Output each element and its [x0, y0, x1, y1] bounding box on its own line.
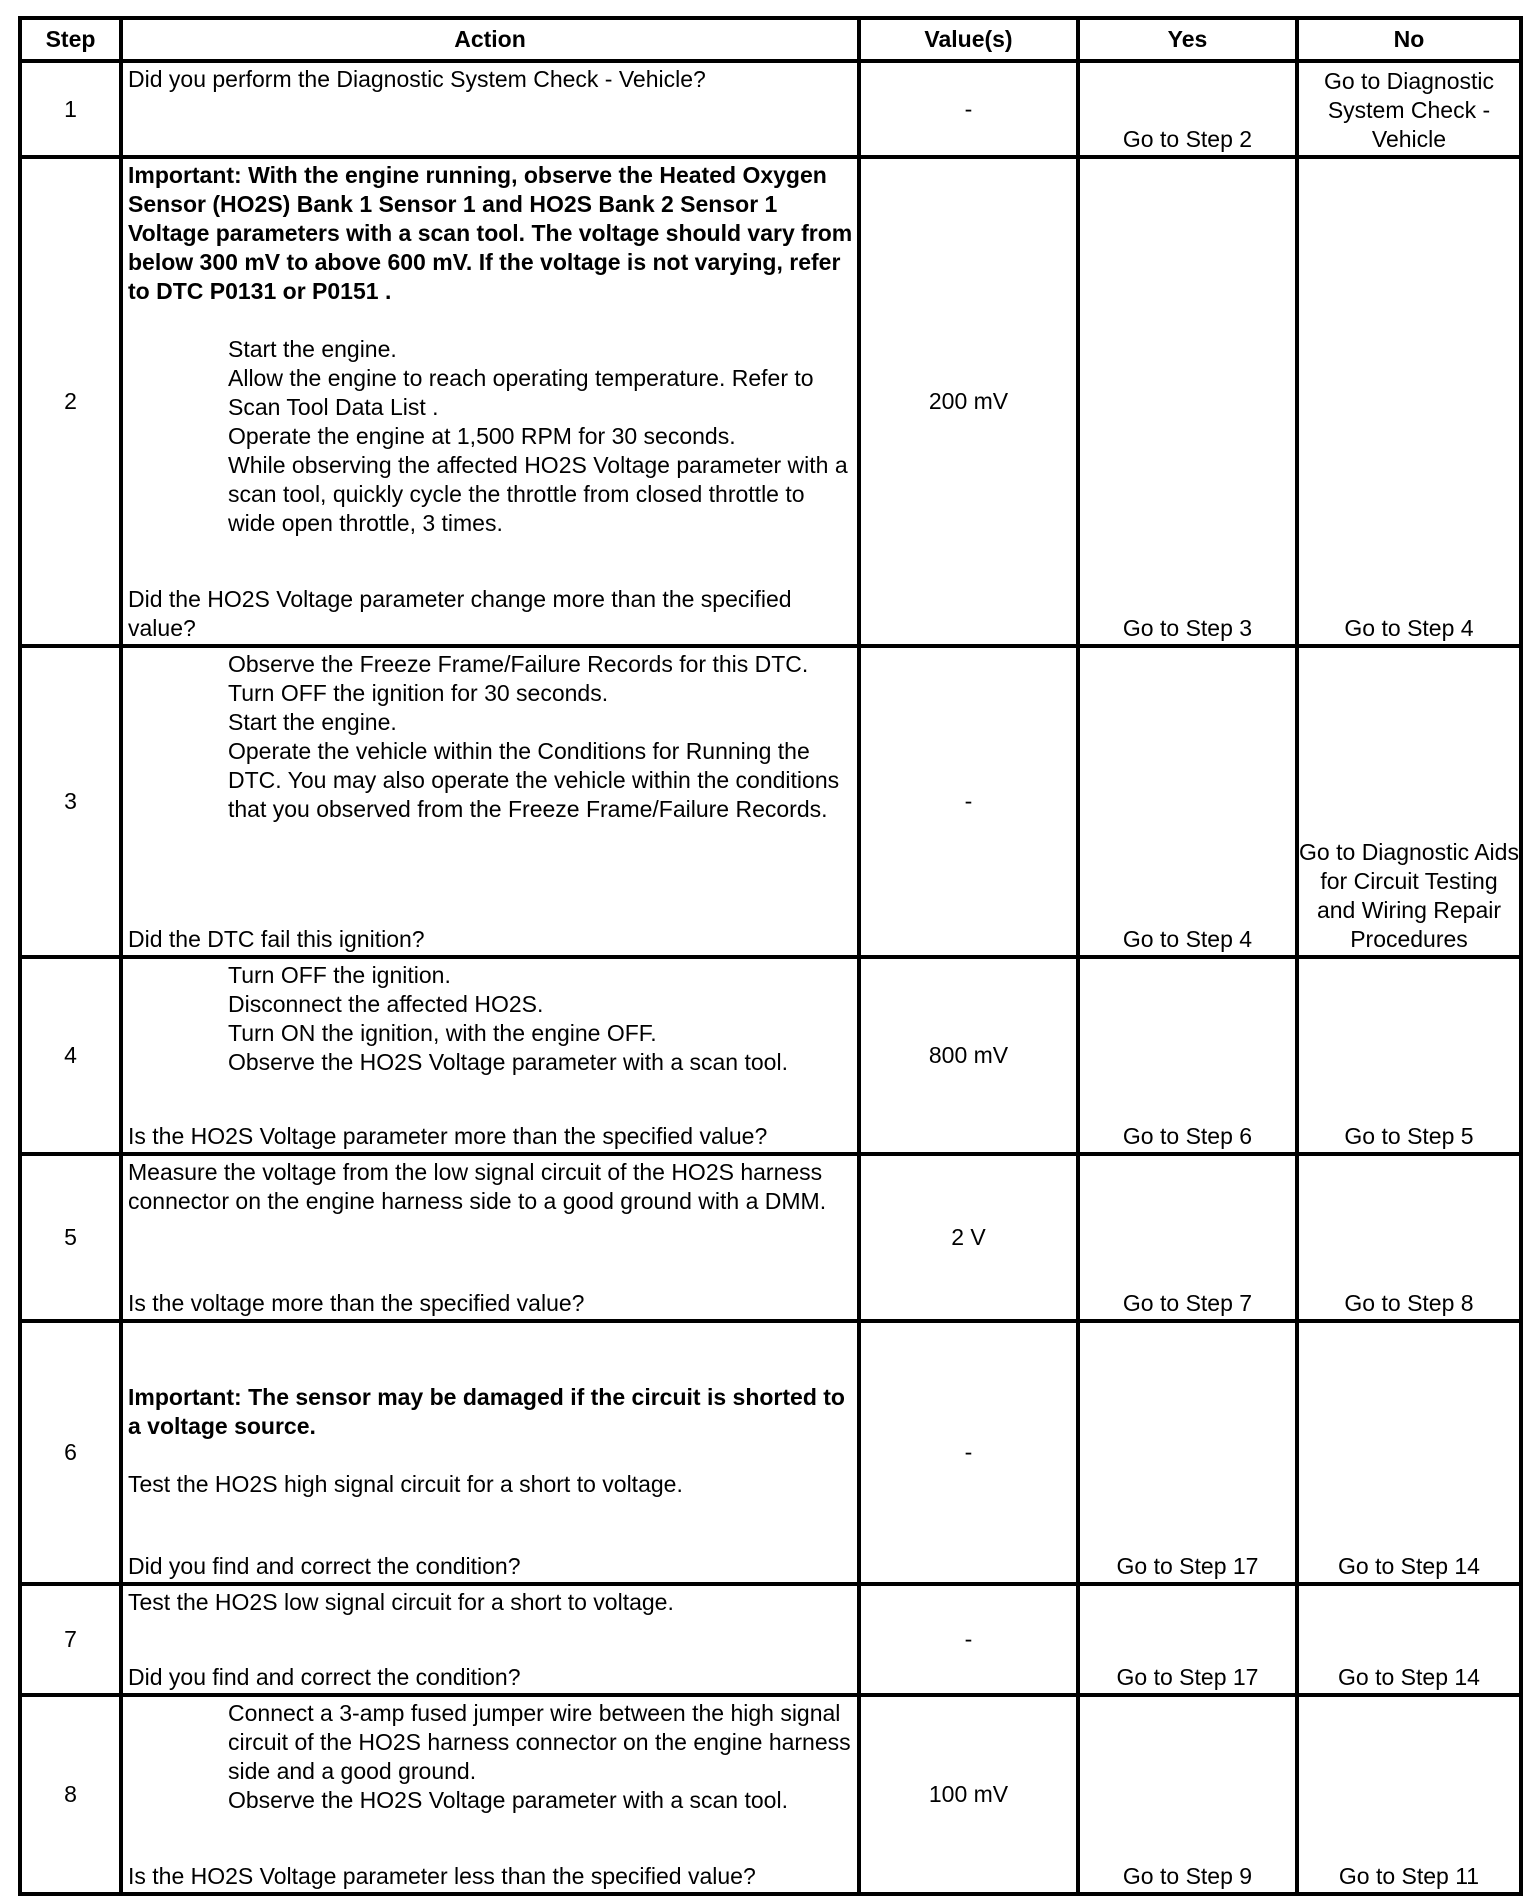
- procedure-step: Disconnect the affected HO2S.: [228, 991, 544, 1017]
- table-row: [20, 1695, 1521, 1894]
- action-question: Did you perform the Diagnostic System Check - Vehicle?: [128, 66, 706, 92]
- action-cell: [121, 1584, 859, 1695]
- yes-cell: Go to Step 17: [1078, 1584, 1297, 1695]
- procedure-step: Connect a 3-amp fused jumper wire between the high signal circuit of the HO2S harness connector on the engine harness side and a good ground.: [228, 1700, 851, 1784]
- important-note: Important: The sensor may be damaged if the circuit is shorted to a voltage source.: [128, 1384, 845, 1439]
- value-cell: -: [859, 1321, 1078, 1584]
- procedure-step: Observe the HO2S Voltage parameter with a scan tool.: [228, 1787, 788, 1813]
- procedure-step: Turn OFF the ignition for 30 seconds.: [228, 680, 609, 706]
- header-yes: Yes: [1078, 18, 1297, 61]
- header-step: Step: [20, 18, 121, 61]
- action-question: Is the voltage more than the specified value?: [128, 1290, 585, 1316]
- value-cell: 800 mV: [859, 957, 1078, 1154]
- procedure-step: Turn OFF the ignition.: [228, 962, 451, 988]
- step-number: 4: [20, 957, 121, 1154]
- action-cell: [121, 61, 859, 157]
- no-cell: Go to Step 8: [1297, 1154, 1521, 1321]
- step-number: 3: [20, 646, 121, 957]
- procedure-step: Turn ON the ignition, with the engine OFF.: [228, 1020, 657, 1046]
- no-cell: Go to Diagnostic System Check - Vehicle: [1297, 61, 1521, 157]
- no-cell: Go to Step 14: [1297, 1584, 1521, 1695]
- step-number: 7: [20, 1584, 121, 1695]
- action-question: Did you find and correct the condition?: [128, 1664, 521, 1690]
- value-cell: -: [859, 61, 1078, 157]
- procedure-step: Observe the Freeze Frame/Failure Records for this DTC.: [228, 651, 809, 677]
- value-cell: 100 mV: [859, 1695, 1078, 1894]
- action-question: Did the HO2S Voltage parameter change more than the specified value?: [128, 586, 792, 641]
- step-number: 2: [20, 157, 121, 646]
- yes-cell: Go to Step 4: [1078, 646, 1297, 957]
- header-row: [20, 18, 1521, 61]
- no-cell: Go to Step 11: [1297, 1695, 1521, 1894]
- no-cell: Go to Step 14: [1297, 1321, 1521, 1584]
- procedure-step: Operate the vehicle within the Conditions for Running the DTC. You may also operate the vehicle within the conditions that you observed from the Freeze Frame/Failure Records.: [228, 738, 840, 822]
- table-row: [20, 957, 1521, 1154]
- action-text: Test the HO2S high signal circuit for a short to voltage.: [128, 1471, 683, 1497]
- yes-cell: Go to Step 17: [1078, 1321, 1297, 1584]
- important-note: Important: With the engine running, observe the Heated Oxygen Sensor (HO2S) Bank 1 Sensor 1 and HO2S Bank 2 Sensor 1 Voltage parameters with a scan tool. The voltage should vary from below 300 mV to above 600 mV. If the voltage is not varying, refer to DTC P0131 or P0151 .: [128, 162, 853, 304]
- yes-cell: Go to Step 2: [1078, 61, 1297, 157]
- table-row: [20, 1321, 1521, 1584]
- value-cell: -: [859, 1584, 1078, 1695]
- table-row: [20, 646, 1521, 957]
- procedure-step: Operate the engine at 1,500 RPM for 30 seconds.: [228, 423, 736, 449]
- value-cell: -: [859, 646, 1078, 957]
- no-cell: Go to Diagnostic Aids for Circuit Testing and Wiring Repair Procedures: [1297, 646, 1521, 957]
- action-text: Test the HO2S low signal circuit for a short to voltage.: [128, 1589, 674, 1615]
- step-number: 8: [20, 1695, 121, 1894]
- procedure-step: Observe the HO2S Voltage parameter with a scan tool.: [228, 1049, 788, 1075]
- procedure-step: While observing the affected HO2S Voltage parameter with a scan tool, quickly cycle the throttle from closed throttle to wide open throttle, 3 times.: [228, 452, 848, 536]
- procedure-step: Start the engine.: [228, 709, 397, 735]
- procedure-step: Allow the engine to reach operating temperature. Refer to Scan Tool Data List .: [228, 365, 814, 420]
- table-row: [20, 61, 1521, 157]
- action-question: Did you find and correct the condition?: [128, 1553, 521, 1579]
- diagnostic-table: [18, 16, 1523, 1896]
- action-question: Did the DTC fail this ignition?: [128, 926, 425, 952]
- procedure-step: Start the engine.: [228, 336, 397, 362]
- action-cell: [121, 1321, 859, 1584]
- action-cell: [121, 157, 859, 646]
- action-cell: [121, 1695, 859, 1894]
- yes-cell: Go to Step 6: [1078, 957, 1297, 1154]
- no-cell: Go to Step 4: [1297, 157, 1521, 646]
- step-number: 6: [20, 1321, 121, 1584]
- step-number: 5: [20, 1154, 121, 1321]
- header-action: Action: [121, 18, 859, 61]
- table-row: [20, 1584, 1521, 1695]
- action-question: Is the HO2S Voltage parameter more than the specified value?: [128, 1123, 768, 1149]
- action-cell: [121, 957, 859, 1154]
- value-cell: 2 V: [859, 1154, 1078, 1321]
- yes-cell: Go to Step 7: [1078, 1154, 1297, 1321]
- table-row: [20, 157, 1521, 646]
- yes-cell: Go to Step 3: [1078, 157, 1297, 646]
- header-values: Value(s): [859, 18, 1078, 61]
- no-cell: Go to Step 5: [1297, 957, 1521, 1154]
- step-number: 1: [20, 61, 121, 157]
- action-cell: [121, 1154, 859, 1321]
- action-question: Is the HO2S Voltage parameter less than the specified value?: [128, 1863, 756, 1889]
- header-no: No: [1297, 18, 1521, 61]
- yes-cell: Go to Step 9: [1078, 1695, 1297, 1894]
- action-text: Measure the voltage from the low signal circuit of the HO2S harness connector on the engine harness side to a good ground with a DMM.: [128, 1159, 827, 1214]
- action-cell: [121, 646, 859, 957]
- value-cell: 200 mV: [859, 157, 1078, 646]
- table-row: [20, 1154, 1521, 1321]
